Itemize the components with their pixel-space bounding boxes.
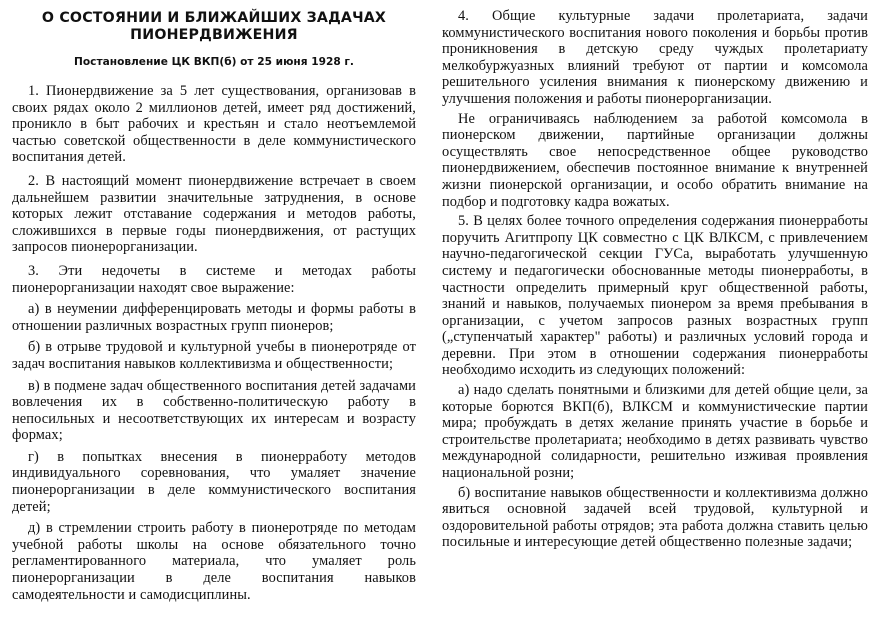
right-column <box>442 8 868 554</box>
paragraph-3e: д) в стремлении строить работу в пионеротряде по методам учебной работы школы на основе обязательного точно регламентированного материала, что умаляет роль пионерорганизации в деле воспитания навыков самодеятельности и самодисциплины. <box>12 520 416 603</box>
paragraph-5a: а) надо сделать понятными и близкими для детей общие цели, за которые борются ВКП(б), ВЛКСМ и коммунистические партии мира; пробуждать в детях желание принять участие в борьбе и строительстве пролетариата; необходимо в детях развивать чувство международной солидарности, решительно изживая проявления национальной розни; <box>442 382 868 482</box>
paragraph-3c: в) в подмене задач общественного воспитания детей задачами вовлечения их в собственно-политическую работу в непосильных и несоответствующих их интересам и возрасту формах; <box>12 377 416 444</box>
document-subtitle: Постановление ЦК ВКП(б) от 25 июня 1928 г. <box>74 56 354 68</box>
paragraph-3a: а) в неумении дифференцировать методы и формы работы в отношении различных возрастных групп пионеров; <box>12 301 416 334</box>
paragraph-2: 2. В настоящий момент пионердвижение встречает в своем дальнейшем развитии значительные затруднения, в основе которых лежит отставание содержания и методов работы, сложившихся в первые годы пионердвижения, от растущих запросов пионерорганизации. <box>12 172 416 256</box>
left-column <box>12 8 416 608</box>
paragraph-3: 3. Эти недочеты в системе и методах работы пионерорганизации находят свое выражение: <box>12 262 416 296</box>
paragraph-3b: б) в отрыве трудовой и культурной учебы в пионеротряде от задач воспитания навыков коллективизма и общественности; <box>12 339 416 372</box>
paragraph-4-continued: Не ограничиваясь наблюдением за работой комсомола в пионерском движении, партийные организации должны осуществлять свое непосредственное общее руководство пионердвижением, обеспечив постоянное внимание к внутренней жизни пионерской организации, и особо обратить внимание на подбор и подготовку кадра вожатых. <box>442 110 868 210</box>
paragraph-5: 5. В целях более точного определения содержания пионерработы поручить Агитпропу ЦК совместно с ЦК ВЛКСМ, с привлечением научно-педагогической секции ГУСа, выработать улучшенную систему и педагогически обоснованные методы пионерработы, в частности определить примерный круг общественной работы, знаний и навыков, получаемых пионером за время пребывания в организации, с учетом запросов разных возрастных групп („ступенчатый характер" работы) и различных условий города и деревни. При этом в отношении содержания пионерработы необходимо исходить из следующих положений: <box>442 213 868 379</box>
paragraph-5b: б) воспитание навыков общественности и коллективизма должно явиться основной задачей всей трудовой, культурной и оздоровительной работы отрядов; эта работа должна ставить целью посильные и интересующие детей общественно полезные задачи; <box>442 484 868 551</box>
document-title: О СОСТОЯНИИ И БЛИЖАЙШИХ ЗАДАЧАХ ПИОНЕРДВИЖЕНИЯ <box>41 10 387 43</box>
paragraph-4: 4. Общие культурные задачи пролетариата, задачи коммунистического воспитания нового поколения и борьбы против проникновения в детскую среду чуждых пролетариату мелкобуржуазных влияний требуют от партии и комсомола решительного усиления внимания к пионерскому движению и улучшения положения и работы пионерорганизации. <box>442 8 868 107</box>
paragraph-1: 1. Пионердвижение за 5 лет существования, организовав в своих рядах около 2 миллионов детей, имеет ряд достижений, проникло в быт рабочих и крестьян и стало неотъемлемой частью советской общественности в деле коммунистического воспитания детей. <box>12 83 416 166</box>
paragraph-3d: г) в попытках внесения в пионерработу методов индивидуального соревнования, что умаляет значение пионерорганизации в деле коммунистического воспитания детей; <box>12 448 416 515</box>
